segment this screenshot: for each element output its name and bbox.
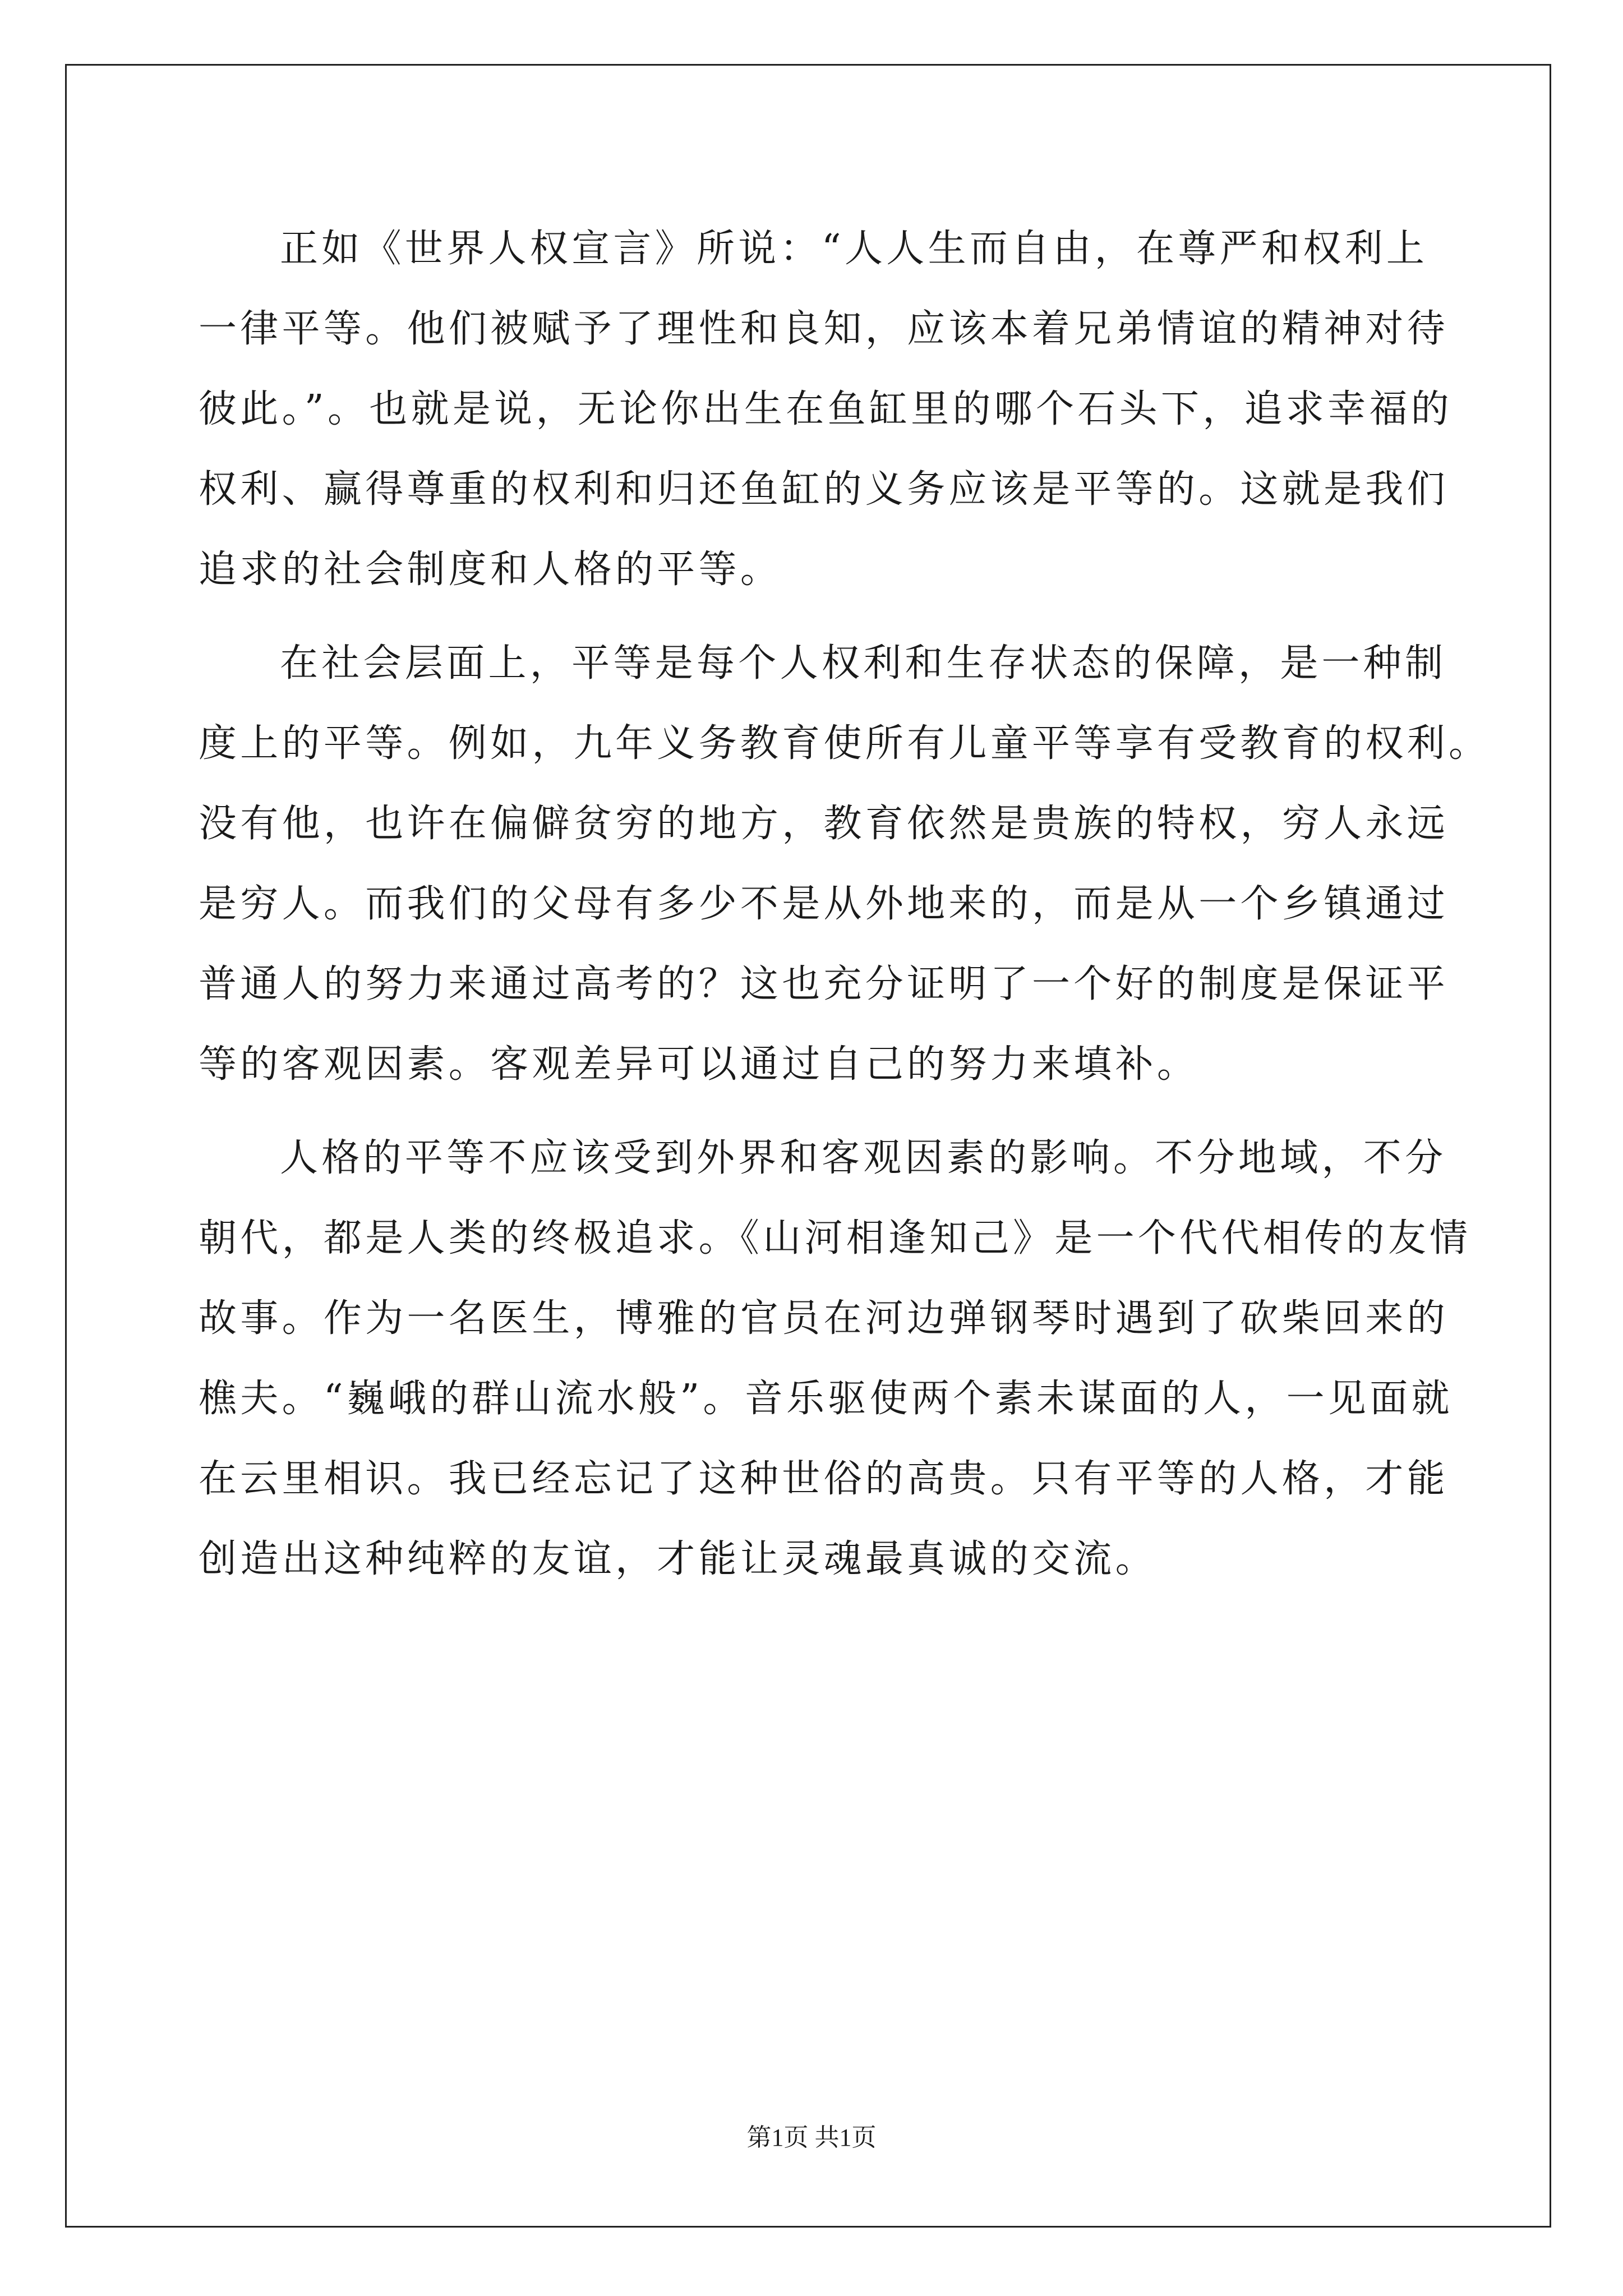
text-line: 是穷人。而我们的父母有多少不是从外地来的，而是从一个乡镇通过	[199, 882, 1449, 926]
text-line: 彼此。”。也就是说，无论你出生在鱼缸里的哪个石头下，追求幸福的	[199, 387, 1453, 431]
text-line: 度上的平等。例如，九年义务教育使所有儿童平等享有受教育的权利。	[199, 721, 1491, 766]
text-line: 人格的平等不应该受到外界和客观因素的影响。不分地域，不分	[280, 1136, 1447, 1180]
text-line: 权利、赢得尊重的权利和归还鱼缸的义务应该是平等的。这就是我们	[199, 467, 1449, 512]
paragraph-2	[199, 623, 1491, 1105]
text-line: 朝代，都是人类的终极追求。《山河相逢知己》是一个代代相传的友情	[199, 1216, 1472, 1260]
text-line: 在云里相识。我已经忘记了这种世俗的高贵。只有平等的人格，才能	[199, 1457, 1449, 1501]
text-line: 在社会层面上，平等是每个人权利和生存状态的保障，是一种制	[280, 641, 1447, 685]
text-line: 创造出这种纯粹的友谊，才能让灵魂最真诚的交流。	[199, 1537, 1157, 1581]
text-line: 没有他，也许在偏僻贫穷的地方，教育依然是贵族的特权，穷人永远	[199, 802, 1449, 846]
paragraph-3	[199, 1118, 1472, 1599]
text-line: 追求的社会制度和人格的平等。	[199, 547, 782, 592]
text-line: 等的客观因素。客观差异可以通过自己的努力来填补。	[199, 1042, 1199, 1087]
document-body	[199, 209, 1491, 1599]
text-line: 故事。作为一名医生，博雅的官员在河边弹钢琴时遇到了砍柴回来的	[199, 1296, 1449, 1341]
paragraph-1	[199, 209, 1453, 610]
text-line: 一律平等。他们被赋予了理性和良知，应该本着兄弟情谊的精神对待	[199, 307, 1449, 351]
page-number-footer: 第1页 共1页	[746, 2124, 877, 2151]
text-line: 正如《世界人权宣言》所说：“人人生而自由，在尊严和权利上	[280, 227, 1428, 271]
text-line: 樵夫。“巍峨的群山流水般”。音乐驱使两个素未谋面的人，一见面就	[199, 1377, 1453, 1421]
text-line: 普通人的努力来通过高考的？这也充分证明了一个好的制度是保证平	[199, 962, 1449, 1006]
